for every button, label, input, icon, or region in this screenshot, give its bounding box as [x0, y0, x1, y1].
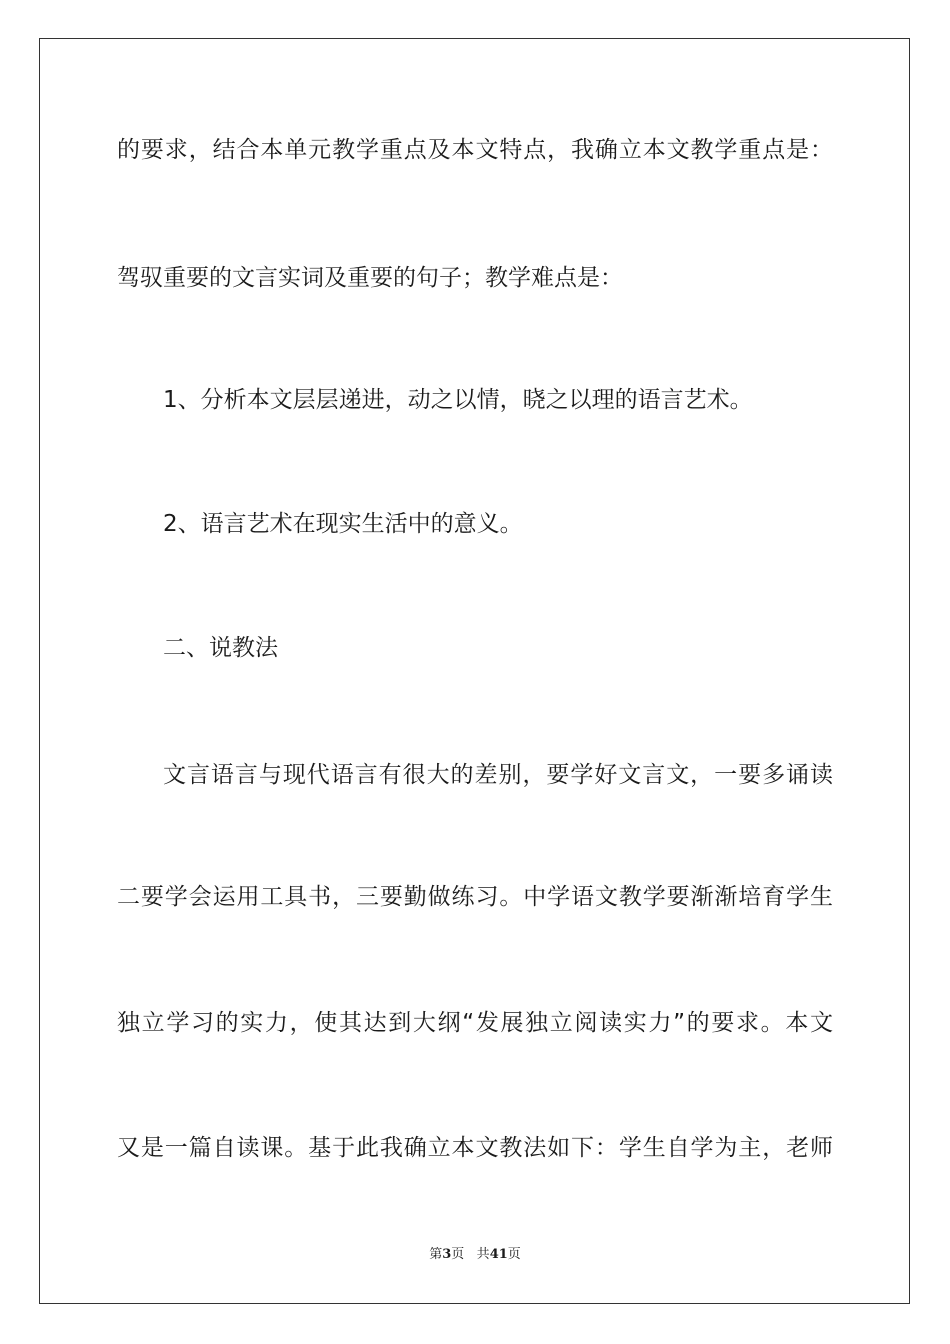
- footer-page-suffix: 页: [451, 1247, 465, 1262]
- list-item-1: 1、分析本文层层递进，动之以情，晓之以理的语言艺术。: [163, 387, 753, 413]
- footer-page-number: 3: [442, 1247, 452, 1262]
- paragraph-line-2: 二要学会运用工具书，三要勤做练习。中学语文教学要渐渐培育学生: [117, 884, 833, 910]
- footer-total-suffix: 页: [507, 1247, 521, 1262]
- paragraph-line-4: 又是一篇自读课。基于此我确立本文教法如下：学生自学为主，老师: [117, 1135, 833, 1161]
- section-heading: 二、说教法: [163, 635, 278, 661]
- page-border: [39, 38, 910, 1304]
- text-line-1: 的要求，结合本单元教学重点及本文特点，我确立本文教学重点是：: [117, 137, 833, 163]
- footer-page-prefix: 第: [429, 1247, 443, 1262]
- paragraph-line-3: 独立学习的实力，使其达到大纲“发展独立阅读实力”的要求。本文: [117, 1010, 833, 1036]
- footer-total-prefix: 共: [476, 1247, 490, 1262]
- page-footer: [0, 1246, 950, 1264]
- paragraph-line-1: 文言语言与现代语言有很大的差别，要学好文言文，一要多诵读: [163, 762, 833, 788]
- list-item-2: 2、语言艺术在现实生活中的意义。: [163, 511, 523, 537]
- text-line-2: 驾驭重要的文言实词及重要的句子；教学难点是：: [117, 265, 623, 291]
- footer-total-pages: 41: [489, 1247, 508, 1262]
